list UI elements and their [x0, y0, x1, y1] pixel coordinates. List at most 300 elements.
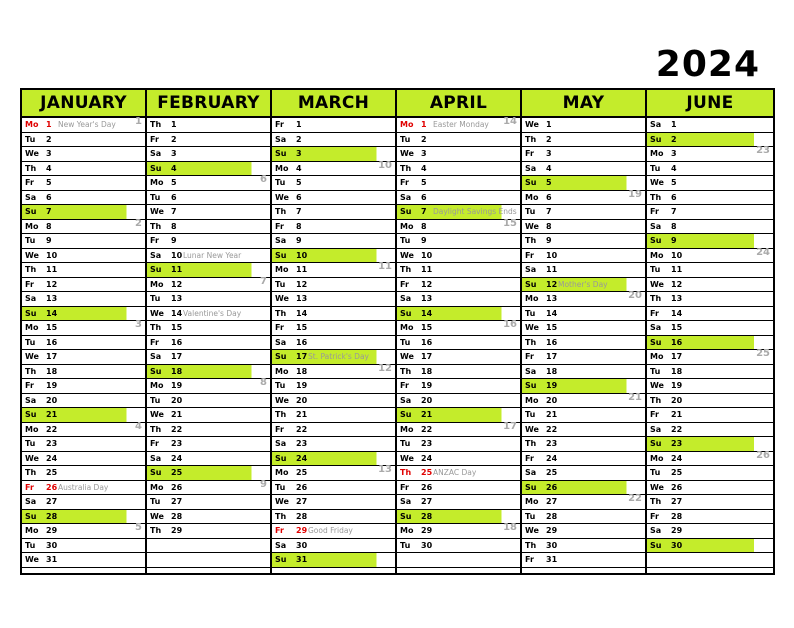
day-number: 3 — [46, 149, 52, 158]
day-number: 7 — [421, 207, 427, 216]
day-row — [272, 159, 395, 177]
day-number: 4 — [46, 163, 52, 173]
weekday-label: Sa — [650, 120, 662, 129]
day-row — [647, 394, 773, 409]
weekday-label: Mo — [275, 265, 289, 274]
day-row — [22, 379, 145, 394]
day-number: 15 — [546, 323, 558, 332]
day-number: 11 — [546, 265, 558, 274]
day-number: 17 — [546, 352, 558, 361]
day-number: 3 — [421, 149, 427, 158]
day-row — [522, 379, 645, 394]
day-row — [272, 481, 395, 496]
weekday-label: Mo — [25, 221, 39, 231]
weekday-label: Fr — [525, 149, 534, 158]
day-number: 22 — [296, 424, 308, 434]
week-number: 25 — [756, 348, 770, 359]
day-number: 17 — [671, 352, 683, 361]
day-number: 18 — [296, 366, 308, 376]
day-number: 21 — [296, 410, 308, 419]
day-number: 24 — [671, 453, 683, 463]
day-number: 7 — [171, 207, 177, 216]
day-row — [647, 162, 773, 177]
day-row — [22, 539, 145, 554]
day-row — [272, 263, 395, 278]
weekday-label: Su — [400, 308, 412, 318]
day-number: 10 — [671, 250, 683, 260]
day-number: 16 — [171, 337, 183, 347]
day-number: 16 — [546, 337, 558, 347]
weekday-label: Mo — [650, 453, 664, 463]
weekday-label: Mo — [150, 178, 164, 187]
week-number: 2 — [135, 217, 142, 229]
weekday-label: Th — [525, 134, 537, 144]
day-number: 29 — [171, 526, 183, 535]
day-number: 20 — [421, 395, 433, 405]
weekday-label: Sa — [650, 526, 662, 535]
day-row — [147, 524, 270, 539]
day-number: 4 — [421, 163, 427, 173]
day-row — [272, 466, 395, 481]
day-row — [647, 466, 773, 481]
week-number: 23 — [756, 145, 770, 156]
weekday-label: Th — [650, 192, 662, 202]
weekday-label: Sa — [150, 250, 162, 260]
weekday-label: Th — [150, 424, 162, 434]
day-number: 19 — [296, 381, 308, 390]
weekday-label: Su — [150, 366, 162, 376]
day-number: 4 — [171, 163, 177, 173]
holiday-label: St. Patrick's Day — [308, 352, 369, 361]
day-number: 21 — [46, 410, 58, 419]
day-number: 16 — [296, 337, 308, 347]
day-row — [397, 162, 520, 177]
day-row — [272, 249, 395, 264]
day-row — [397, 452, 520, 467]
weekday-label: Th — [25, 366, 37, 376]
weekday-label: We — [150, 511, 164, 521]
weekday-label: Sa — [400, 192, 412, 202]
day-number: 22 — [546, 424, 558, 434]
day-row — [397, 176, 520, 191]
day-row — [147, 292, 270, 307]
weekday-label: Tu — [525, 207, 536, 216]
day-number: 14 — [171, 308, 183, 318]
day-number: 30 — [296, 540, 308, 550]
month-header: JANUARY — [22, 90, 145, 118]
weekday-label: Th — [650, 497, 662, 506]
day-row — [522, 510, 645, 525]
weekday-label: We — [275, 192, 289, 202]
weekday-label: Su — [650, 540, 662, 550]
day-number: 14 — [296, 308, 308, 318]
holiday-label: Good Friday — [308, 526, 353, 535]
day-number: 1 — [421, 120, 427, 129]
weekday-label: Mo — [525, 192, 539, 202]
day-number: 5 — [421, 178, 427, 187]
day-number: 27 — [296, 497, 308, 506]
week-number: 17 — [503, 420, 517, 432]
day-row — [147, 365, 270, 380]
week-number: 18 — [503, 522, 517, 533]
weekday-label: Tu — [525, 410, 536, 419]
weekday-label: Fr — [275, 526, 284, 535]
day-row — [522, 539, 645, 554]
day-row — [147, 275, 270, 293]
day-row — [397, 510, 520, 525]
weekday-label: Fr — [275, 120, 284, 129]
day-number: 30 — [546, 540, 558, 550]
weekday-label: Mo — [25, 526, 39, 535]
weekday-label: Th — [525, 540, 537, 550]
week-number: 8 — [260, 377, 267, 388]
day-number: 24 — [296, 453, 308, 463]
empty-day-row — [647, 553, 773, 568]
day-row — [272, 350, 395, 365]
day-row — [22, 452, 145, 467]
holiday-label: New Year's Day — [58, 120, 116, 129]
weekday-label: Tu — [400, 439, 411, 448]
day-number: 30 — [671, 540, 683, 550]
day-row — [272, 191, 395, 206]
month-header: FEBRUARY — [147, 90, 270, 118]
weekday-label: Sa — [525, 366, 537, 376]
day-number: 26 — [46, 482, 58, 492]
day-row — [522, 307, 645, 322]
weekday-label: Fr — [525, 352, 534, 361]
weekday-label: Tu — [275, 482, 286, 492]
day-row — [522, 524, 645, 539]
day-number: 19 — [546, 381, 558, 390]
weekday-label: We — [400, 453, 414, 463]
day-number: 20 — [46, 395, 58, 405]
weekday-label: Mo — [650, 149, 664, 158]
day-row — [22, 292, 145, 307]
week-number: 5 — [135, 522, 142, 533]
weekday-label: Tu — [650, 265, 661, 274]
weekday-label: Su — [650, 134, 662, 144]
weekday-label: Fr — [275, 221, 284, 231]
day-number: 15 — [171, 323, 183, 332]
weekday-label: Sa — [650, 323, 662, 332]
week-number: 7 — [260, 275, 267, 287]
weekday-label: Th — [400, 163, 412, 173]
day-number: 10 — [421, 250, 433, 260]
day-number: 26 — [296, 482, 308, 492]
day-number: 21 — [671, 410, 683, 419]
day-number: 29 — [46, 526, 58, 535]
day-row — [147, 495, 270, 510]
day-number: 28 — [46, 511, 58, 521]
weekday-label: Sa — [275, 236, 287, 245]
weekday-label: We — [400, 352, 414, 361]
day-number: 6 — [171, 192, 177, 202]
weekday-label: Fr — [25, 279, 34, 289]
day-row — [272, 336, 395, 351]
weekday-label: Mo — [525, 294, 539, 303]
day-row — [522, 292, 645, 307]
day-number: 26 — [421, 482, 433, 492]
day-row — [22, 162, 145, 177]
day-number: 5 — [46, 178, 52, 187]
weekday-label: Su — [25, 308, 37, 318]
day-number: 6 — [546, 192, 552, 202]
day-number: 2 — [171, 134, 177, 144]
day-row — [397, 191, 520, 206]
weekday-label: We — [525, 424, 539, 434]
day-row — [397, 133, 520, 148]
week-number: 14 — [503, 116, 517, 127]
weekday-label: Fr — [150, 236, 159, 245]
weekday-label: Mo — [150, 381, 164, 390]
week-number: 13 — [378, 464, 392, 475]
day-number: 20 — [171, 395, 183, 405]
weekday-label: Tu — [150, 497, 161, 506]
day-number: 25 — [671, 468, 683, 477]
day-number: 6 — [671, 192, 677, 202]
weekday-label: Su — [525, 279, 537, 289]
weekday-label: Th — [525, 337, 537, 347]
holiday-label: Australia Day — [58, 482, 109, 492]
empty-day-row — [147, 553, 270, 568]
day-row — [147, 162, 270, 177]
day-row — [647, 449, 773, 467]
day-row — [272, 205, 395, 220]
weekday-label: Sa — [650, 424, 662, 434]
day-number: 6 — [46, 192, 52, 202]
day-row — [397, 118, 520, 133]
day-row — [647, 278, 773, 293]
weekday-label: We — [25, 250, 39, 260]
day-row — [397, 394, 520, 409]
day-row — [22, 217, 145, 235]
weekday-label: Th — [150, 120, 162, 129]
holiday-label: Easter Monday — [433, 120, 489, 129]
day-number: 19 — [671, 381, 683, 390]
weekday-label: We — [400, 250, 414, 260]
weekday-label: Tu — [150, 294, 161, 303]
day-number: 28 — [671, 511, 683, 521]
day-row — [522, 234, 645, 249]
day-number: 13 — [671, 294, 683, 303]
week-number: 15 — [503, 217, 517, 229]
month-column-march — [272, 90, 397, 573]
holiday-label: Daylight Savings Ends — [433, 207, 517, 216]
weekday-label: Tu — [650, 163, 661, 173]
day-row — [22, 176, 145, 191]
day-row — [397, 539, 520, 554]
day-row — [522, 188, 645, 206]
weekday-label: Th — [400, 366, 412, 376]
day-number: 12 — [546, 279, 558, 289]
day-row — [522, 466, 645, 481]
day-number: 6 — [296, 192, 302, 202]
weekday-label: Th — [275, 511, 287, 521]
day-number: 28 — [421, 511, 433, 521]
day-number: 15 — [421, 323, 433, 332]
day-row — [22, 408, 145, 423]
day-row — [397, 408, 520, 423]
weekday-label: Su — [25, 511, 37, 521]
day-number: 9 — [296, 236, 302, 245]
day-row — [22, 350, 145, 365]
month-column-april — [397, 90, 522, 573]
day-row — [647, 321, 773, 336]
week-number: 1 — [135, 116, 142, 127]
weekday-label: Sa — [275, 439, 287, 448]
day-row — [22, 307, 145, 322]
weekday-label: Fr — [275, 323, 284, 332]
month-column-may — [522, 90, 647, 573]
day-row — [397, 217, 520, 235]
weekday-label: Tu — [400, 134, 411, 144]
day-number: 6 — [421, 192, 427, 202]
day-row — [147, 133, 270, 148]
weekday-label: Fr — [25, 178, 34, 187]
day-row — [22, 249, 145, 264]
day-number: 13 — [171, 294, 183, 303]
day-row — [522, 147, 645, 162]
day-row — [522, 278, 645, 293]
day-row — [647, 524, 773, 539]
day-number: 20 — [546, 395, 558, 405]
day-number: 14 — [671, 308, 683, 318]
day-row — [272, 278, 395, 293]
day-row — [22, 118, 145, 133]
weekday-label: Sa — [275, 540, 287, 550]
day-number: 2 — [671, 134, 677, 144]
day-number: 7 — [296, 207, 302, 216]
day-row — [22, 481, 145, 496]
day-row — [522, 452, 645, 467]
day-row — [272, 539, 395, 554]
month-header: MARCH — [272, 90, 395, 118]
day-row — [522, 321, 645, 336]
weekday-label: Fr — [650, 207, 659, 216]
day-number: 3 — [671, 149, 677, 158]
week-number: 6 — [260, 174, 267, 185]
day-row — [397, 234, 520, 249]
day-row — [647, 176, 773, 191]
day-row — [397, 278, 520, 293]
day-number: 1 — [296, 120, 302, 129]
day-number: 31 — [546, 555, 558, 564]
weekday-label: Su — [275, 250, 287, 260]
month-header: JUNE — [647, 90, 773, 118]
weekday-label: Mo — [150, 482, 164, 492]
weekday-label: Su — [25, 410, 37, 419]
weekday-label: Su — [150, 265, 162, 274]
weekday-label: Sa — [525, 468, 537, 477]
day-row — [647, 292, 773, 307]
day-row — [397, 420, 520, 438]
day-number: 4 — [671, 163, 677, 173]
weekday-label: Fr — [150, 439, 159, 448]
day-number: 23 — [46, 439, 58, 448]
day-number: 18 — [46, 366, 58, 376]
day-number: 5 — [171, 178, 177, 187]
day-number: 27 — [671, 497, 683, 506]
day-number: 23 — [671, 439, 683, 448]
day-row — [147, 437, 270, 452]
day-row — [272, 147, 395, 162]
day-number: 17 — [421, 352, 433, 361]
day-number: 31 — [46, 555, 58, 564]
day-row — [272, 220, 395, 235]
day-row — [272, 379, 395, 394]
weekday-label: Tu — [275, 381, 286, 390]
weekday-label: Su — [525, 482, 537, 492]
day-number: 15 — [671, 323, 683, 332]
weekday-label: Su — [525, 178, 537, 187]
weekday-label: We — [525, 526, 539, 535]
weekday-label: Su — [275, 453, 287, 463]
weekday-label: We — [275, 395, 289, 405]
weekday-label: Su — [400, 207, 412, 216]
day-number: 20 — [296, 395, 308, 405]
weekday-label: Fr — [400, 381, 409, 390]
weekday-label: Th — [275, 308, 287, 318]
empty-day-row — [147, 539, 270, 554]
weekday-label: Th — [400, 265, 412, 274]
day-number: 2 — [421, 134, 427, 144]
day-row — [272, 292, 395, 307]
day-number: 4 — [296, 163, 302, 173]
day-row — [272, 408, 395, 423]
day-row — [22, 510, 145, 525]
day-number: 8 — [671, 221, 677, 231]
day-row — [147, 205, 270, 220]
day-row — [147, 350, 270, 365]
weekday-label: We — [400, 149, 414, 158]
weekday-label: Fr — [25, 482, 34, 492]
day-number: 2 — [546, 134, 552, 144]
day-row — [22, 278, 145, 293]
day-number: 30 — [46, 540, 58, 550]
day-row — [647, 205, 773, 220]
holiday-label: Mother's Day — [558, 279, 608, 289]
day-number: 10 — [546, 250, 558, 260]
weekday-label: Th — [650, 294, 662, 303]
weekday-label: Su — [650, 439, 662, 448]
day-number: 11 — [296, 265, 308, 274]
day-row — [647, 118, 773, 133]
day-row — [647, 234, 773, 249]
weekday-label: Tu — [25, 540, 36, 550]
day-row — [647, 133, 773, 148]
day-number: 21 — [546, 410, 558, 419]
weekday-label: Mo — [275, 163, 289, 173]
day-number: 7 — [546, 207, 552, 216]
day-row — [22, 495, 145, 510]
day-number: 26 — [671, 482, 683, 492]
day-row — [647, 191, 773, 206]
day-row — [272, 133, 395, 148]
day-row — [147, 423, 270, 438]
day-row — [522, 176, 645, 191]
day-number: 9 — [171, 236, 177, 245]
day-number: 25 — [46, 468, 58, 477]
week-number: 26 — [756, 449, 770, 461]
day-row — [397, 321, 520, 336]
day-number: 12 — [171, 279, 183, 289]
day-row — [522, 391, 645, 409]
weekday-label: Sa — [400, 497, 412, 506]
day-row — [22, 466, 145, 481]
day-row — [397, 495, 520, 510]
day-number: 24 — [421, 453, 433, 463]
day-row — [647, 263, 773, 278]
